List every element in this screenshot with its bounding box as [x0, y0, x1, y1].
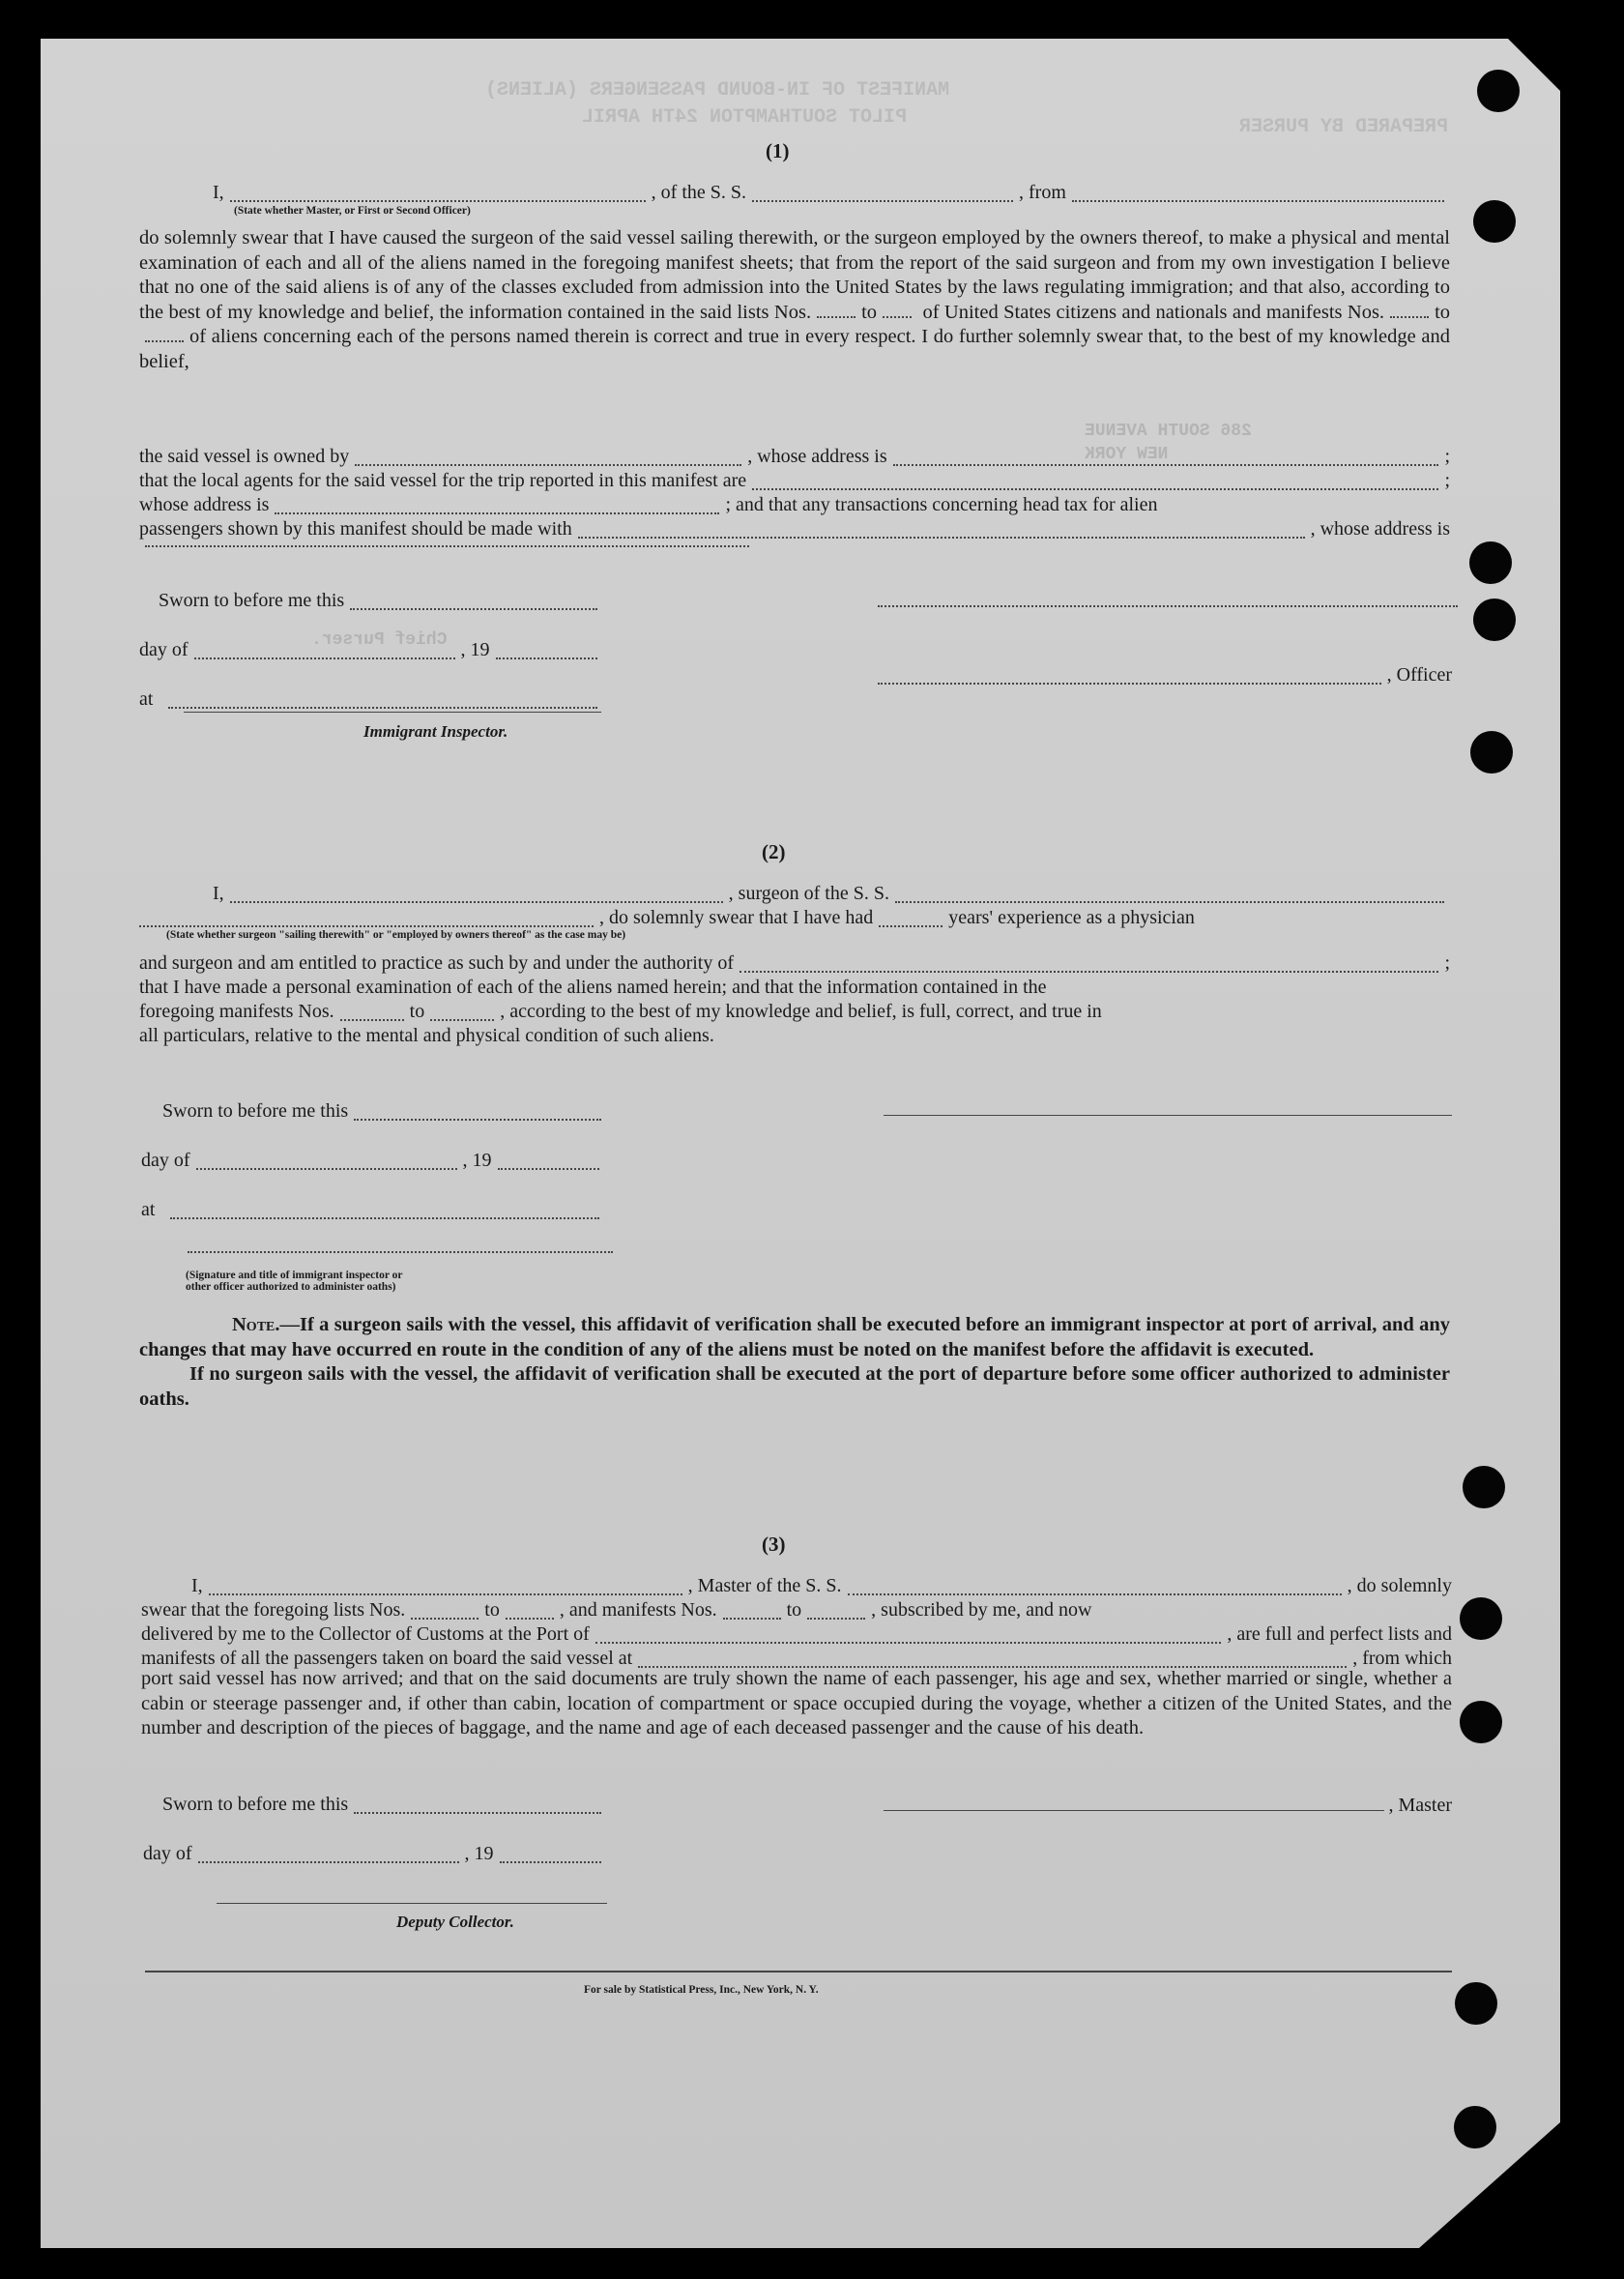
s2-authority: and surgeon and am entitled to practice as such by and under the authority of [139, 952, 734, 974]
s1-semicolon2: ; [1444, 470, 1450, 491]
s3-body-text: port said vessel has now arrived; and that on the said documents are truly shown the name of each passenger, his age and sex, whether married or single, whether a cabin or steerage passenger and, if other than cabin, location of compartment or space occupied during the voyage, whether a citizen of the United States, and the number and description of the pieces of baggage, and the name and age of each deceased passenger and the cause of his death. [141, 1668, 1452, 1738]
s3-full: , are full and perfect lists and [1227, 1623, 1452, 1645]
s1-body3: of aliens concerning each of the persons named therein is correct and true in every respect. I do further solemnly swear that, to the best of my knowledge and belief, [139, 326, 1450, 372]
s1-of-ss: , of the S. S. [651, 182, 747, 203]
ghost-header-line3: PREPARED BY PURSER [1239, 116, 1449, 138]
s2-at: at [141, 1199, 156, 1220]
s3-swear-lists: swear that the foregoing lists Nos. [141, 1599, 406, 1621]
s1-local-agents: that the local agents for the said vessel for the trip reported in this manifest are [139, 470, 747, 491]
s1-to1: to [861, 301, 878, 323]
s2-ship-blank [895, 888, 1444, 903]
s1-agents-address-blank [275, 499, 719, 514]
footer-rule [145, 1971, 1452, 1972]
s2-foregoing: foregoing manifests Nos. [139, 1001, 334, 1022]
s2-to-no-blank [430, 1006, 494, 1021]
s2-body1: that I have made a personal examination of each of the aliens named herein; and that the information contained in the [139, 977, 1047, 998]
s1-day-of: day of [139, 639, 188, 660]
s3-to1: to [484, 1599, 500, 1621]
s3-master-of: , Master of the S. S. [687, 1575, 842, 1596]
s1-inspector-line [184, 712, 601, 713]
section-2-number: (2) [762, 840, 786, 863]
s3-port-blank [595, 1628, 1222, 1644]
s3-day-of: day of [143, 1843, 192, 1864]
s2-sworn-blank [354, 1105, 601, 1121]
s3-subscribed: , subscribed by me, and now [871, 1599, 1092, 1621]
ghost-header-line2: PILOT SOUTHAMPTON 24TH APRIL [582, 106, 908, 129]
footer-imprint: For sale by Statistical Press, Inc., New York, N. Y. [584, 1984, 819, 1996]
s3-list-from-blank [411, 1604, 478, 1620]
s3-master-line [884, 1797, 1384, 1811]
s3-manifests-all: manifests of all the passengers taken on board the said vessel at [141, 1648, 633, 1669]
s2-caption: (State whether surgeon "sailing therewith" or "employed by owners thereof" as the case may be) [166, 929, 626, 941]
s1-whose-address3: , whose address is [1310, 518, 1450, 540]
s3-sworn-blank [354, 1798, 601, 1814]
s1-whose-address2: whose address is [139, 494, 270, 515]
binder-hole [1454, 2106, 1496, 2148]
s1-ship-blank [752, 187, 1013, 202]
s2-signature-line [884, 1115, 1452, 1116]
s3-boarded-blank [638, 1652, 1347, 1668]
s3-do-solemnly: , do solemnly [1347, 1575, 1452, 1596]
s2-swear: , do solemnly swear that I have had [599, 907, 874, 928]
s1-agents-blank [752, 475, 1438, 490]
s1-passengers: passengers shown by this manifest should be made with [139, 518, 572, 540]
s1-body1: do solemnly swear that I have caused the surgeon of the said vessel sailing therewith, or the surgeon employed by the owners thereof, to make a physical and mental examination of each and all of the aliens named in the foregoing manifest sheets; that from the report of the said surgeon and from my own investigation I believe that no one of the said aliens is of any of the classes excluded from admission into the United States by the laws regulating immigration; and that also, according to the best of my knowledge and belief, the information contained in the said lists Nos. [139, 227, 1450, 323]
binder-hole [1473, 599, 1516, 641]
s1-to2: to [1435, 301, 1451, 323]
binder-hole [1473, 200, 1516, 243]
s3-delivered: delivered by me to the Collector of Customs at the Port of [141, 1623, 590, 1645]
s2-name-blank [230, 888, 723, 903]
s1-whose-address: , whose address is [747, 446, 887, 467]
s1-day-blank [194, 644, 455, 659]
s3-deputy: Deputy Collector. [396, 1913, 514, 1931]
s2-sworn: Sworn to before me this [162, 1100, 349, 1122]
ghost-address: 286 SOUTH AVENUE [1085, 422, 1252, 441]
s3-i: I, [191, 1575, 203, 1596]
binder-hole [1477, 70, 1520, 112]
s2-note-label: Note. [232, 1314, 280, 1335]
s1-officer-caption: (State whether Master, or First or Second Officer) [234, 205, 471, 217]
s1-owner-address-blank [893, 451, 1439, 466]
s2-at-blank [170, 1204, 599, 1219]
binder-hole [1460, 1701, 1502, 1743]
s2-day-blank [196, 1154, 457, 1170]
s3-from-which: , from which [1352, 1648, 1452, 1669]
document-page [41, 39, 1560, 2248]
s1-transactions: ; and that any transactions concerning head tax for alien [725, 494, 1158, 515]
binder-hole [1470, 731, 1513, 774]
s1-owned-by: the said vessel is owned by [139, 446, 350, 467]
s3-sworn: Sworn to before me this [162, 1794, 349, 1815]
s3-collector-line [217, 1903, 607, 1904]
s1-body2: of United States citizens and nationals and manifests Nos. [922, 301, 1385, 323]
s3-day-blank [198, 1848, 459, 1863]
binder-hole [1455, 1982, 1497, 2025]
s1-inspector: Immigrant Inspector. [363, 722, 508, 741]
s1-owner-blank [355, 451, 741, 466]
s1-at: at [139, 688, 154, 710]
s3-year-blank [500, 1848, 601, 1863]
s3-ship-blank [848, 1580, 1342, 1595]
section-1-number: (1) [766, 139, 790, 162]
s2-surgeon-of: , surgeon of the S. S. [728, 883, 889, 904]
s2-body2: all particulars, relative to the mental and physical condition of such aliens. [139, 1025, 714, 1046]
s3-name-blank [209, 1580, 682, 1595]
s2-nineteen: , 19 [462, 1150, 492, 1171]
s3-master: , Master [1388, 1795, 1452, 1816]
s1-officer-blank [878, 669, 1381, 685]
s2-status-blank [139, 912, 594, 927]
binder-hole [1469, 541, 1512, 584]
s1-officer: , Officer [1386, 664, 1452, 686]
s1-sworn-blank [350, 595, 597, 610]
s3-body [141, 1667, 1452, 1741]
s2-signature-blank [188, 1238, 613, 1253]
s2-sig-caption2: other officer authorized to administer oaths) [186, 1281, 396, 1293]
s2-from-no-blank [340, 1006, 404, 1021]
s2-according: , according to the best of my knowledge and belief, is full, correct, and true in [500, 1001, 1102, 1022]
s2-note [139, 1313, 1450, 1412]
s2-sig-caption1: (Signature and title of immigrant inspector or [186, 1270, 403, 1281]
s1-sworn: Sworn to before me this [159, 590, 345, 611]
s3-list-to-blank [506, 1604, 554, 1620]
s1-from: , from [1019, 182, 1066, 203]
section-3-number: (3) [762, 1533, 786, 1556]
ghost-city: NEW YORK [1085, 445, 1169, 464]
ghost-purser: Chief Purser. [311, 630, 448, 650]
s2-year-blank [498, 1154, 599, 1170]
s3-and-manifests: , and manifests Nos. [559, 1599, 717, 1621]
s1-semicolon: ; [1444, 446, 1450, 467]
binder-hole [1460, 1597, 1502, 1640]
s1-headtax-address-blank [145, 532, 749, 547]
ghost-header-line1: MANIFEST OF IN-BOUND PASSENGERS (ALIENS) [485, 79, 950, 102]
s2-to: to [409, 1001, 425, 1022]
s2-authority-blank [740, 957, 1438, 973]
s2-years: years' experience as a physician [948, 907, 1195, 928]
s2-i: I, [213, 883, 224, 904]
s3-nineteen: , 19 [464, 1843, 494, 1864]
s1-signature-blank [878, 592, 1458, 607]
s2-note1: —If a surgeon sails with the vessel, this affidavit of verification shall be executed before an immigrant inspector at port of arrival, and any changes that may have occurred en route in the condition of any of the aliens must be noted on the manifest before the affidavit is executed. [139, 1314, 1450, 1360]
s1-i: I, [213, 182, 224, 203]
s1-body [139, 226, 1450, 374]
s2-day-of: day of [141, 1150, 190, 1171]
s2-semicolon: ; [1444, 952, 1450, 974]
s1-nineteen: , 19 [460, 639, 490, 660]
s3-man-from-blank [723, 1604, 781, 1620]
s1-name-blank [230, 187, 646, 202]
s2-years-blank [879, 912, 942, 927]
s3-to2: to [786, 1599, 802, 1621]
binder-hole [1463, 1466, 1505, 1508]
s1-year-blank [496, 644, 597, 659]
s3-man-to-blank [807, 1604, 865, 1620]
s1-at-blank [168, 693, 597, 709]
s1-from-blank [1072, 187, 1444, 202]
s2-note2: If no surgeon sails with the vessel, the affidavit of verification shall be executed at the port of departure before some officer authorized to administer oaths. [139, 1363, 1450, 1410]
